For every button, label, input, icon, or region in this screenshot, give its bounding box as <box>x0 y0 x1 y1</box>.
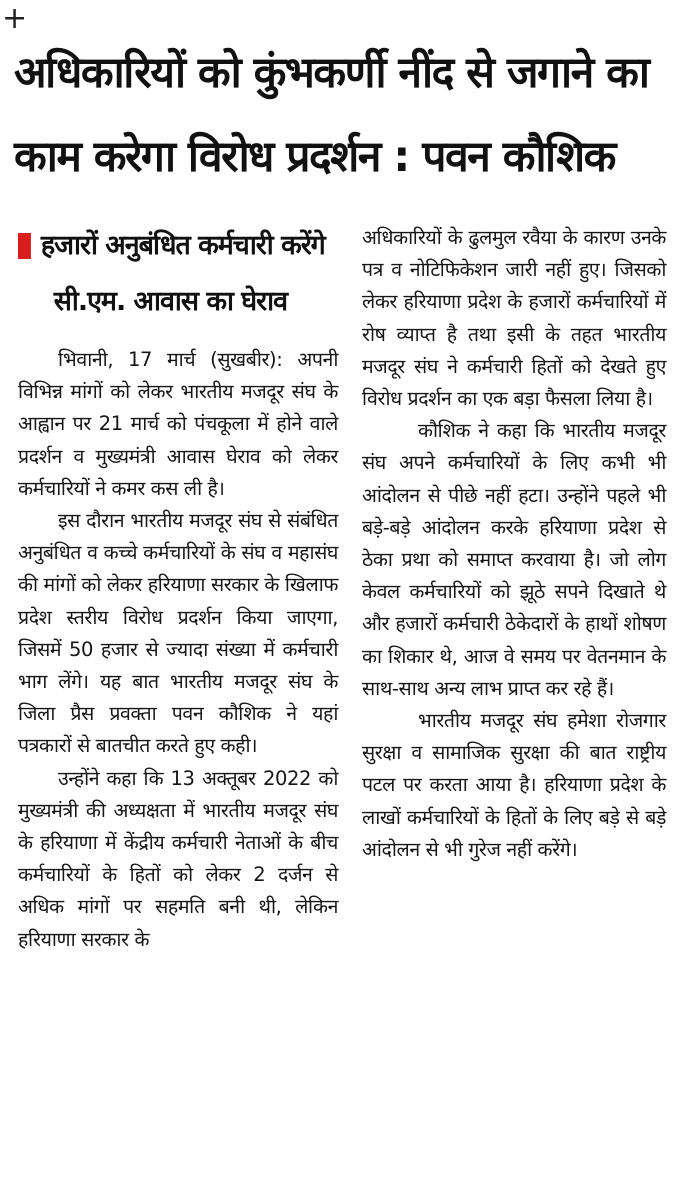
headline-line-2: काम करेगा विरोध प्रदर्शन : पवन कौशिक <box>14 132 615 182</box>
right-column <box>362 222 666 866</box>
article-paragraph: अधिकारियों के ढुलमुल रवैया के कारण उनके पत्र व नोटिफिकेशन जारी नहीं हुए। जिसको लेकर हरियाणा प्रदेश के हजारों कर्मचारियों में रोष व्याप्त है तथा इसी के तहत भारतीय मजदूर संघ ने कर्मचारी हितों को देखते हुए विरोध प्रदर्शन का एक बड़ा फैसला लिया है। <box>362 226 666 411</box>
headline-line-1: अधिकारियों को कुंभकर्णी नींद से जगाने का <box>14 48 649 98</box>
red-bullet-marker <box>18 233 31 259</box>
subheadline-line-1: हजारों अनुबंधित कर्मचारी करेंगे <box>40 230 325 261</box>
headline <box>14 48 674 182</box>
left-column <box>18 222 338 956</box>
right-column-body <box>362 222 666 866</box>
article-paragraph: इस दौरान भारतीय मजदूर संघ से संबंधित अनुबंधित व कच्चे कर्मचारियों के संघ व महासंघ की मांगों को लेकर हरियाणा सरकार के खिलाफ प्रदेश स्तरीय विरोध प्रदर्शन किया जाएगा, जिसमें 50 हजार से ज्यादा संख्या में कर्मचारी भाग लेंगे। यह बात भारतीय मजदूर संघ के जिला प्रैस प्रवक्ता पवन कौशिक ने यहां पत्रकारों से बातचीत करते हुए कही। <box>18 509 338 758</box>
article-paragraph: भारतीय मजदूर संघ हमेशा रोजगार सुरक्षा व सामाजिक सुरक्षा की बात राष्ट्रीय पटल पर करता आया है। हरियाणा प्रदेश के लाखों कर्मचारियों के हितों के लिए बड़े से बड़े आंदोलन से भी गुरेज नहीं करेंगे। <box>362 709 666 861</box>
article-paragraph: कौशिक ने कहा कि भारतीय मजदूर संघ अपने कर्मचारियों के लिए कभी भी आंदोलन से पीछे नहीं हटा। उन्होंने पहले भी बड़े-बड़े आंदोलन करके हरियाणा प्रदेश से ठेका प्रथा को समाप्त करवाया है। जो लोग केवल कर्मचारियों को झूठे सपने दिखाते थे और हजारों कर्मचारी ठेकेदारों के हाथों शोषण का शिकार थे, आज वे समय पर वेतनमान के साथ-साथ अन्य लाभ प्राप्त कर रहे हैं। <box>362 419 666 700</box>
subheadline-line-2: सी.एम. आवास का घेराव <box>53 286 288 317</box>
crop-mark: + <box>2 1 28 36</box>
article-paragraph: उन्होंने कहा कि 13 अक्तूबर 2022 को मुख्यमंत्री की अध्यक्षता में भारतीय मजदूर संघ के हरियाणा में केंद्रीय कर्मचारी नेताओं के बीच कर्मचारियों के हितों को लेकर 2 दर्जन से अधिक मांगों पर सहमति बनी थी, लेकिन हरियाणा सरकार के <box>18 766 338 951</box>
article-paragraph: भिवानी, 17 मार्च (सुखबीर): अपनी विभिन्न मांगों को लेकर भारतीय मजदूर संघ के आह्वान पर 21 मार्च को पंचकूला में होने वाले प्रदर्शन व मुख्यमंत्री आवास घेराव को लेकर कर्मचारियों ने कमर कस ली है। <box>18 348 338 500</box>
left-column-body <box>18 344 338 956</box>
subheadline <box>18 228 338 320</box>
